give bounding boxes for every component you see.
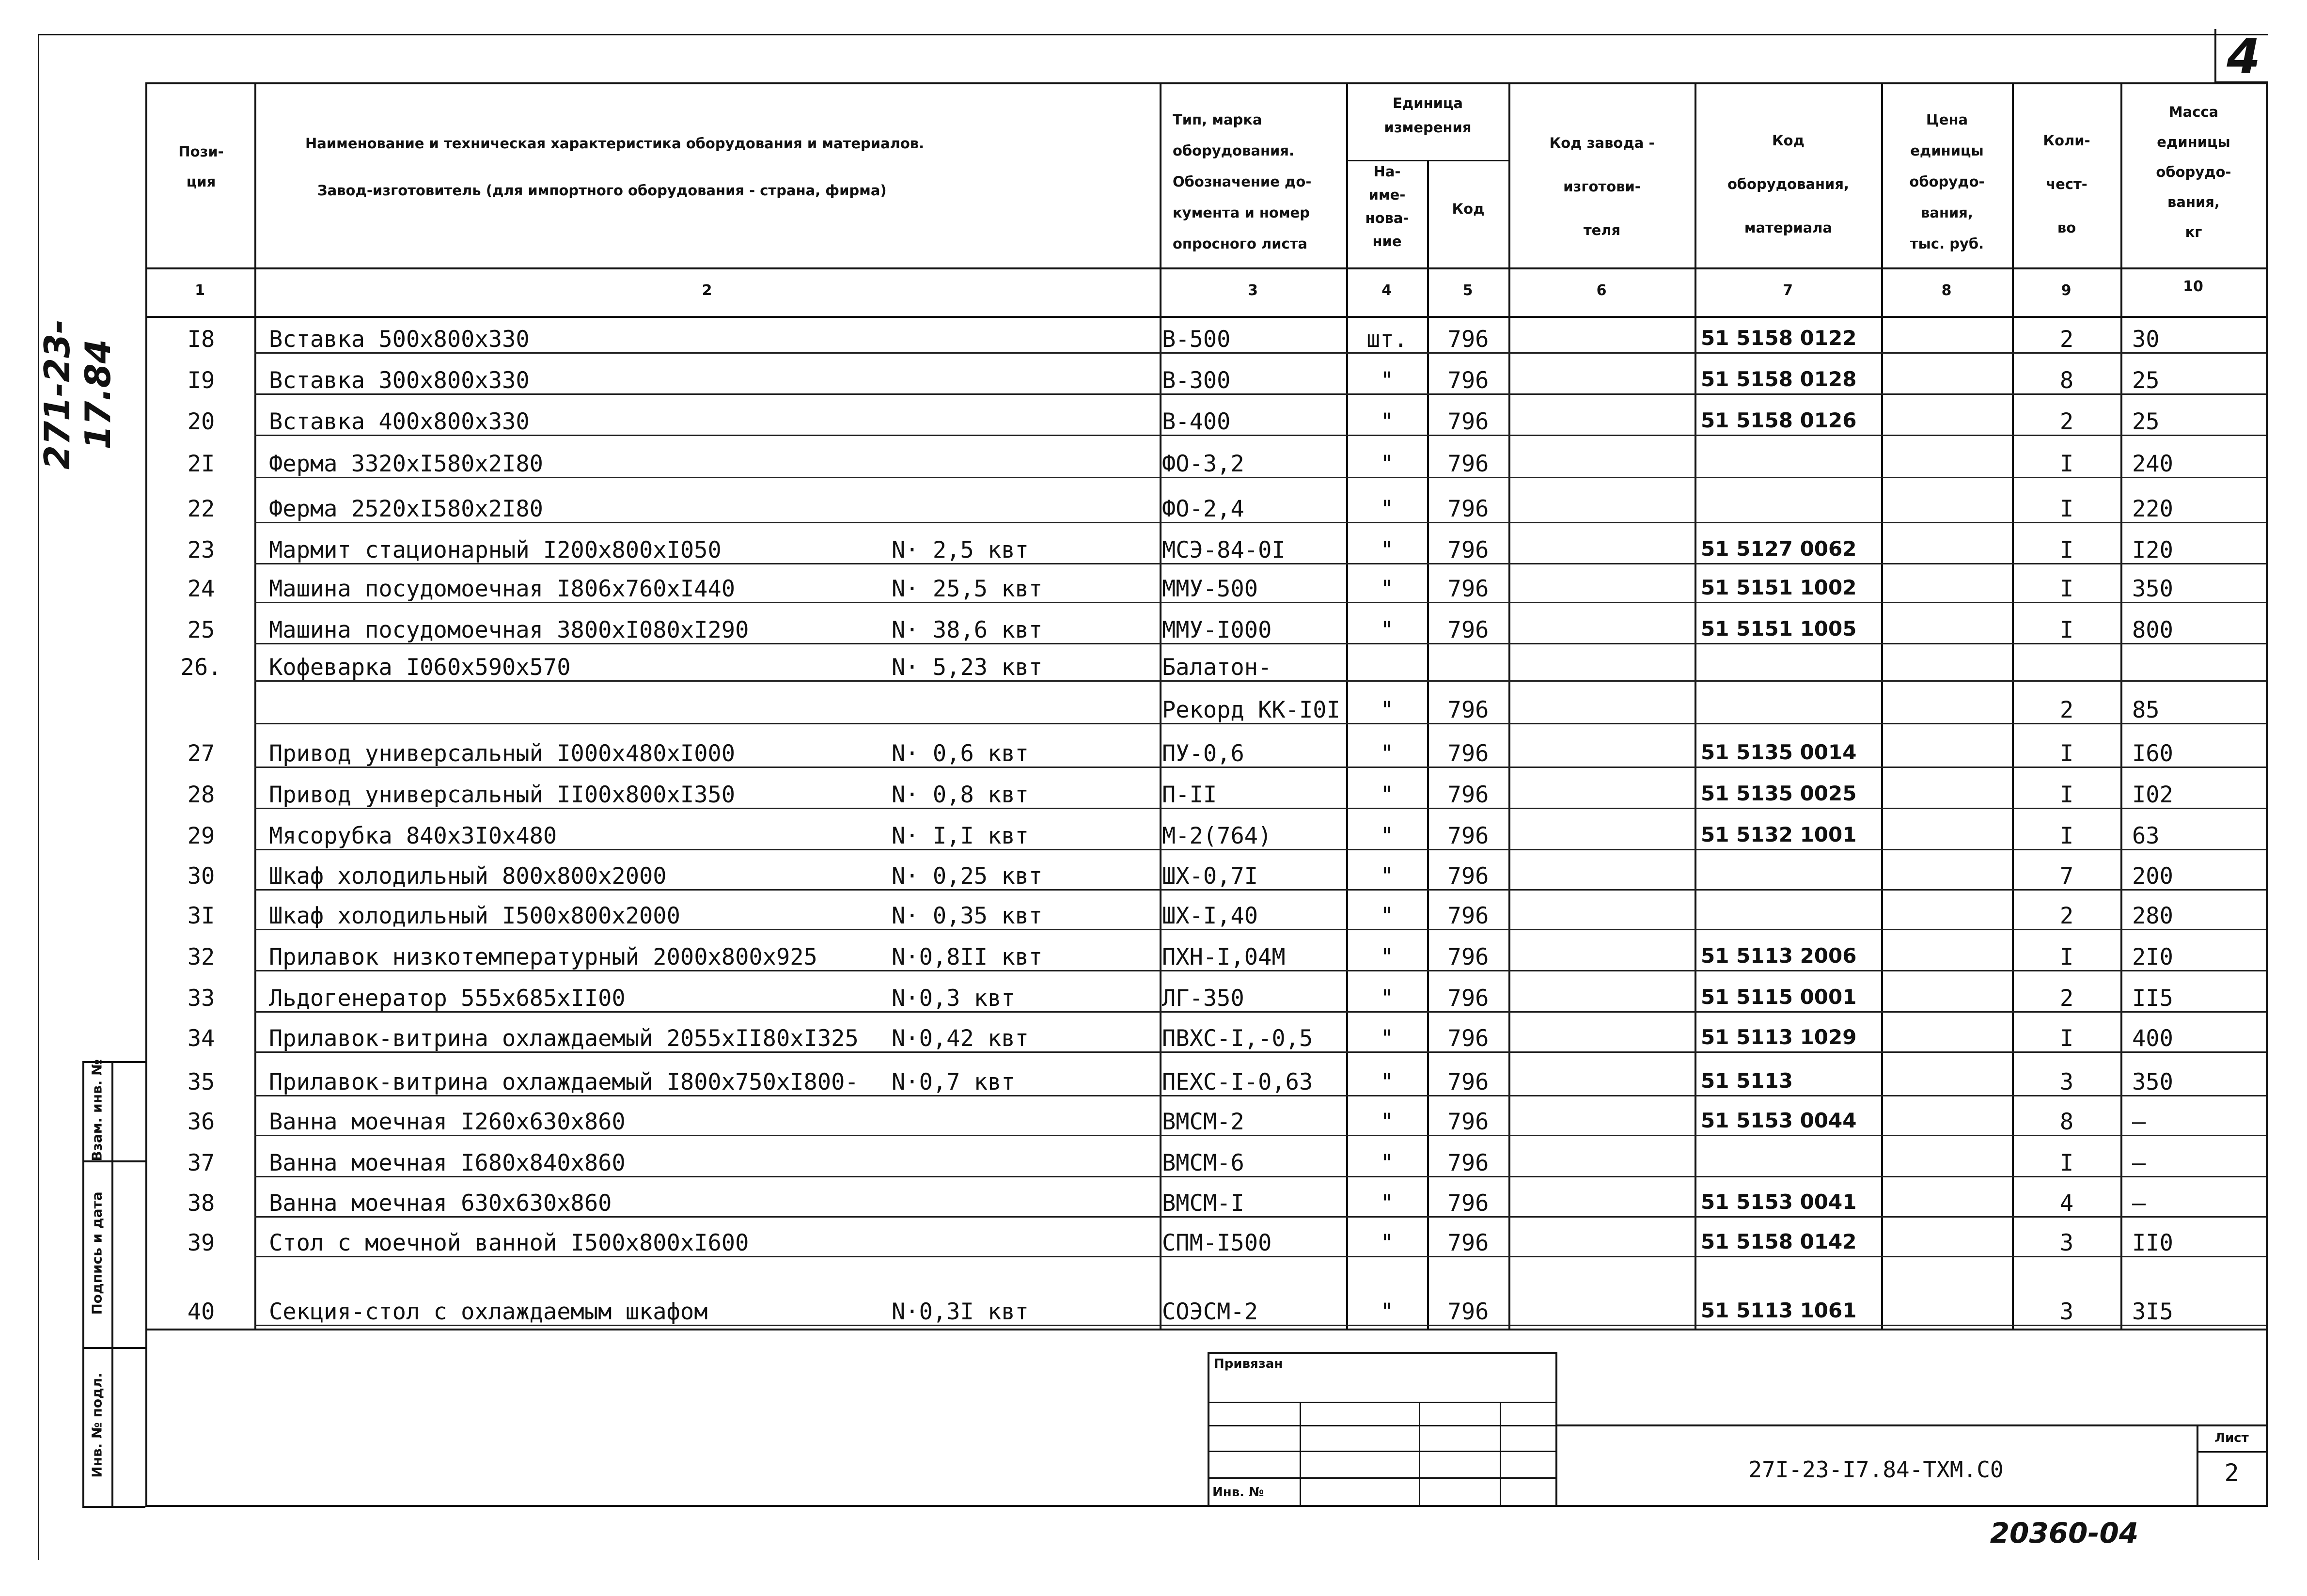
frame-bottom — [145, 1505, 2268, 1507]
mass-cell: II5 — [2132, 985, 2173, 1012]
sheet-corner-number: 4 — [2227, 28, 2260, 85]
qty-cell: I — [2059, 740, 2074, 767]
unit-cell: " — [1380, 1069, 1394, 1095]
unit-cell: " — [1380, 537, 1394, 563]
qty-cell: I — [2059, 944, 2074, 970]
frame-top — [145, 82, 2268, 84]
type-cell: П-II — [1162, 782, 1217, 808]
qty-cell: 2 — [2059, 326, 2074, 353]
equip-code-cell: 51 5158 0122 — [1701, 326, 1857, 350]
unit-code-cell: 796 — [1447, 451, 1489, 477]
col-line-1 — [254, 82, 256, 1329]
row-underline — [254, 435, 2266, 436]
type-cell: ММУ-500 — [1162, 576, 1258, 602]
unit-code-cell: 796 — [1447, 408, 1489, 435]
pos-cell: 2I — [187, 451, 215, 477]
mass-cell: II0 — [2132, 1230, 2173, 1256]
header-unit-name-4: ние — [1372, 233, 1402, 250]
pos-cell: 20 — [187, 408, 215, 435]
equip-code-cell: 51 5127 0062 — [1701, 537, 1857, 561]
header-type-5: опросного листа — [1173, 235, 1308, 252]
mass-cell: 800 — [2132, 617, 2173, 643]
qty-cell: 7 — [2059, 863, 2074, 890]
unit-code-cell: 796 — [1447, 863, 1489, 890]
power-cell: N· 2,5 квт — [892, 537, 1029, 563]
name-cell: Прилавок-витрина охлаждаемый 2055xII80xI325 — [269, 1025, 859, 1052]
unit-cell: " — [1380, 617, 1394, 643]
stamp-replaced-inv: Взам. инв. № — [89, 1059, 105, 1161]
row-underline — [254, 393, 2266, 395]
qty-cell: I — [2059, 496, 2074, 522]
colnum-8: 8 — [1941, 282, 1952, 299]
equip-code-cell: 51 5158 0126 — [1701, 408, 1857, 432]
name-cell: Льдогенератор 555x685xII00 — [269, 985, 626, 1012]
header-pos-2: ция — [186, 173, 216, 190]
type-cell: МСЭ-84-0I — [1162, 537, 1286, 563]
unit-code-cell: 796 — [1447, 985, 1489, 1012]
pos-cell: I8 — [187, 326, 215, 353]
unit-code-cell: 796 — [1447, 1109, 1489, 1135]
mass-cell: I02 — [2132, 782, 2173, 808]
unit-cell: " — [1380, 1230, 1394, 1256]
header-mass-1: Масса — [2168, 104, 2219, 120]
equip-code-cell: 51 5135 0014 — [1701, 740, 1857, 764]
unit-code-cell: 796 — [1447, 576, 1489, 602]
mass-cell: 350 — [2132, 1069, 2173, 1095]
power-cell: N· 5,23 квт — [892, 654, 1043, 681]
unit-cell: " — [1380, 1190, 1394, 1217]
mass-cell: I20 — [2132, 537, 2173, 563]
pos-cell: 39 — [187, 1230, 215, 1256]
equip-code-cell: 51 5135 0025 — [1701, 782, 1857, 805]
unit-code-cell: 796 — [1447, 1069, 1489, 1095]
col-line-7 — [1881, 82, 1883, 1329]
qty-cell: 2 — [2059, 903, 2074, 929]
stamp-original-inv: Инв. № подл. — [89, 1373, 105, 1478]
stamp-signature-date: Подпись и дата — [89, 1191, 105, 1315]
pos-cell: 26. — [180, 654, 222, 681]
header-price-5: тыс. руб. — [1910, 235, 1984, 252]
unit-code-cell: 796 — [1447, 496, 1489, 522]
type-cell: СПМ-I500 — [1162, 1230, 1272, 1256]
header-type-4: кумента и номер — [1173, 204, 1310, 221]
power-cell: N· 0,35 квт — [892, 903, 1043, 929]
corner-box-left — [2214, 29, 2216, 82]
colnum-6: 6 — [1596, 282, 1607, 299]
name-cell: Машина посудомоечная I806x760xI440 — [269, 576, 736, 602]
name-cell: Прилавок низкотемпературный 2000x800x925 — [269, 944, 817, 970]
unit-cell: " — [1380, 697, 1394, 723]
power-cell: N·0,42 квт — [892, 1025, 1029, 1052]
mass-cell: 220 — [2132, 496, 2173, 522]
type-cell: B-400 — [1162, 408, 1231, 435]
mass-cell: 25 — [2132, 408, 2160, 435]
type-cell: ЛГ-350 — [1162, 985, 1244, 1012]
header-unit-code: Код — [1452, 201, 1485, 217]
name-cell: Ферма 3320xI580x2I80 — [269, 451, 543, 477]
unit-code-cell: 796 — [1447, 823, 1489, 849]
pos-cell: 3I — [187, 903, 215, 929]
unit-cell: " — [1380, 496, 1394, 522]
header-type-1: Тип, марка — [1173, 111, 1262, 128]
name-cell: Прилавок-витрина охлаждаемый I800x750xI800- — [269, 1069, 859, 1095]
col-line-5 — [1508, 82, 1510, 1329]
unit-code-cell: 796 — [1447, 1025, 1489, 1052]
mass-cell: – — [2132, 1190, 2146, 1217]
qty-cell: I — [2059, 576, 2074, 602]
row-underline — [254, 522, 2266, 523]
type-cell: ВМСМ-2 — [1162, 1109, 1244, 1135]
header-mass-3: оборудо- — [2156, 164, 2231, 180]
colnum-7: 7 — [1783, 282, 1793, 299]
name-cell: Машина посудомоечная 3800xI080xI290 — [269, 617, 749, 643]
header-equip-3: материала — [1744, 219, 1833, 236]
equip-code-cell: 51 5132 1001 — [1701, 823, 1857, 846]
colnum-9: 9 — [2061, 282, 2072, 299]
name-cell: Привод универсальный I000x480xI000 — [269, 740, 736, 767]
name-cell: Ванна моечная 630x630x860 — [269, 1190, 612, 1217]
name-cell: Привод универсальный II00x800xI350 — [269, 782, 736, 808]
col-line-9 — [2120, 82, 2122, 1329]
header-qty-2: чест- — [2046, 176, 2087, 192]
qty-cell: 3 — [2059, 1299, 2074, 1325]
qty-cell: 3 — [2059, 1069, 2074, 1095]
header-qty-3: во — [2057, 219, 2076, 236]
pos-cell: 30 — [187, 863, 215, 890]
header-price-2: единицы — [1910, 142, 1984, 159]
unit-cell: " — [1380, 903, 1394, 929]
header-price-4: вания, — [1921, 204, 1973, 221]
pos-cell: 32 — [187, 944, 215, 970]
doc-code: 27I-23-I7.84-ТХМ.С0 — [1748, 1456, 2004, 1483]
unit-code-cell: 796 — [1447, 740, 1489, 767]
header-price-1: Цена — [1926, 111, 1968, 128]
mass-cell: 350 — [2132, 576, 2173, 602]
name-cell: Вставка 300x800x330 — [269, 367, 530, 394]
colnum-2: 2 — [702, 282, 712, 299]
side-doc-code: 271-23-17.84 — [37, 319, 118, 470]
qty-cell: I — [2059, 537, 2074, 563]
pos-cell: 37 — [187, 1150, 215, 1176]
equip-code-cell: 51 5151 1005 — [1701, 617, 1857, 641]
linked-label: Привязан — [1214, 1357, 1283, 1371]
qty-cell: 8 — [2059, 367, 2074, 394]
pos-cell: 33 — [187, 985, 215, 1012]
unit-code-cell: 796 — [1447, 367, 1489, 394]
pos-cell: 27 — [187, 740, 215, 767]
colnum-10: 10 — [2183, 278, 2203, 295]
power-cell: N· 25,5 квт — [892, 576, 1043, 602]
header-unit-2: измерения — [1384, 119, 1472, 136]
header-pos-1: Пози- — [178, 143, 224, 160]
power-cell: N·0,3I квт — [892, 1299, 1029, 1325]
name-cell: Шкаф холодильный 800x800x2000 — [269, 863, 667, 890]
header-name-1: Наименование и техническая характеристика оборудования и материалов. — [305, 135, 925, 152]
type-cell: ПХН-I,04М — [1162, 944, 1286, 970]
unit-cell: " — [1380, 740, 1394, 767]
equip-code-cell: 51 5158 0128 — [1701, 367, 1857, 391]
name-cell: Вставка 500x800x330 — [269, 326, 530, 353]
equip-code-cell: 51 5153 0044 — [1701, 1109, 1857, 1132]
qty-cell: I — [2059, 1025, 2074, 1052]
power-cell: N·0,7 квт — [892, 1069, 1015, 1095]
pos-cell: 40 — [187, 1299, 215, 1325]
header-price-3: оборудо- — [1909, 173, 1985, 190]
power-cell: N· 38,6 квт — [892, 617, 1043, 643]
qty-cell: I — [2059, 451, 2074, 477]
equip-code-cell: 51 5158 0142 — [1701, 1230, 1857, 1253]
unit-code-cell: 796 — [1447, 944, 1489, 970]
power-cell: N· I,I квт — [892, 823, 1029, 849]
pos-cell: 24 — [187, 576, 215, 602]
left-binding-line — [38, 34, 39, 1560]
pos-cell: 35 — [187, 1069, 215, 1095]
power-cell: N· 0,8 квт — [892, 782, 1029, 808]
pos-cell: 28 — [187, 782, 215, 808]
qty-cell: 8 — [2059, 1109, 2074, 1135]
type-cell: ПУ-0,6 — [1162, 740, 1244, 767]
qty-cell: 4 — [2059, 1190, 2074, 1217]
unit-code-cell: 796 — [1447, 697, 1489, 723]
colnum-3: 3 — [1248, 282, 1258, 299]
equip-code-cell: 51 5113 1061 — [1701, 1299, 1857, 1322]
header-type-3: Обозначение до- — [1173, 173, 1312, 190]
name-cell: Вставка 400x800x330 — [269, 408, 530, 435]
mass-cell: 25 — [2132, 367, 2160, 394]
power-cell: N· 0,25 квт — [892, 863, 1043, 890]
equip-code-cell: 51 5153 0041 — [1701, 1190, 1857, 1214]
name-cell: Ванна моечная I680x840x860 — [269, 1150, 626, 1176]
type-cell: ШХ-I,40 — [1162, 903, 1258, 929]
unit-cell: " — [1380, 576, 1394, 602]
unit-code-cell: 796 — [1447, 903, 1489, 929]
unit-code-cell: 796 — [1447, 1190, 1489, 1217]
type-cell: Балатон- — [1162, 654, 1272, 681]
header-unit-name-1: На- — [1373, 163, 1401, 180]
row-underline — [254, 477, 2266, 478]
unit-cell: " — [1380, 863, 1394, 890]
name-cell: Мармит стационарный I200x800xI050 — [269, 537, 722, 563]
mass-cell: I60 — [2132, 740, 2173, 767]
footer-code: 20360-04 — [1990, 1517, 2139, 1549]
mass-cell: 85 — [2132, 697, 2160, 723]
unit-cell: " — [1380, 1299, 1394, 1325]
unit-cell: " — [1380, 367, 1394, 394]
unit-code-cell: 796 — [1447, 1150, 1489, 1176]
header-mass-4: вания, — [2167, 194, 2220, 210]
unit-cell: " — [1380, 451, 1394, 477]
pos-cell: 38 — [187, 1190, 215, 1217]
frame-right — [2266, 82, 2268, 1507]
type-cell: М-2(764) — [1162, 823, 1272, 849]
type-cell: ММУ-I000 — [1162, 617, 1272, 643]
qty-cell: 3 — [2059, 1230, 2074, 1256]
qty-cell: 2 — [2059, 985, 2074, 1012]
header-factory-2: изготови- — [1563, 178, 1641, 195]
pos-cell: 29 — [187, 823, 215, 849]
header-unit-name-3: нова- — [1365, 210, 1409, 226]
header-factory-3: теля — [1583, 222, 1621, 238]
colnum-5: 5 — [1462, 282, 1473, 299]
name-cell: Мясорубка 840x3I0x480 — [269, 823, 557, 849]
type-cell: ПВХС-I,-0,5 — [1162, 1025, 1313, 1052]
mass-cell: 200 — [2132, 863, 2173, 890]
type-cell: ВМСМ-6 — [1162, 1150, 1244, 1176]
name-cell: Ферма 2520xI580x2I80 — [269, 496, 543, 522]
power-cell: N· 0,6 квт — [892, 740, 1029, 767]
header-mass-2: единицы — [2157, 134, 2230, 150]
power-cell: N·0,8II квт — [892, 944, 1043, 970]
name-cell: Шкаф холодильный I500x800x2000 — [269, 903, 680, 929]
header-factory-1: Код завода - — [1549, 135, 1655, 151]
name-cell: Секция-стол с охлаждаемым шкафом — [269, 1299, 708, 1325]
mass-cell: 400 — [2132, 1025, 2173, 1052]
power-cell: N·0,3 квт — [892, 985, 1015, 1012]
equip-code-cell: 51 5113 — [1701, 1069, 1793, 1093]
type-cell: ШХ-0,7I — [1162, 863, 1258, 890]
colnum-4: 4 — [1381, 282, 1392, 299]
header-equip-2: оборудования, — [1727, 176, 1850, 192]
equip-code-cell: 51 5113 1029 — [1701, 1025, 1857, 1049]
name-cell: Кофеварка I060x590x570 — [269, 654, 571, 681]
col-line-2 — [1160, 82, 1161, 1329]
mass-cell: 63 — [2132, 823, 2160, 849]
type-cell: СОЭСМ-2 — [1162, 1299, 1258, 1325]
pos-cell: 25 — [187, 617, 215, 643]
pos-cell: I9 — [187, 367, 215, 394]
pos-cell: 23 — [187, 537, 215, 563]
unit-code-cell: 796 — [1447, 1230, 1489, 1256]
name-cell: Ванна моечная I260x630x860 — [269, 1109, 626, 1135]
equip-code-cell: 51 5113 2006 — [1701, 944, 1857, 968]
sheet-label: Лист — [2214, 1431, 2249, 1445]
type-cell: B-300 — [1162, 367, 1231, 394]
header-unit-name-2: име- — [1368, 187, 1406, 203]
unit-code-cell: 796 — [1447, 782, 1489, 808]
mass-cell: – — [2132, 1150, 2146, 1176]
inv-label: Инв. № — [1212, 1485, 1264, 1500]
sheet-number: 2 — [2224, 1459, 2239, 1487]
unit-code-cell: 796 — [1447, 617, 1489, 643]
mass-cell: 2I0 — [2132, 944, 2173, 970]
colnum-bottom-line — [145, 316, 2268, 318]
unit-cell: " — [1380, 944, 1394, 970]
pos-cell: 34 — [187, 1025, 215, 1052]
header-mass-5: кг — [2185, 224, 2202, 240]
qty-cell: I — [2059, 823, 2074, 849]
unit-cell: шт. — [1366, 326, 1408, 353]
header-unit-1: Единица — [1393, 95, 1463, 111]
unit-cell: " — [1380, 1109, 1394, 1135]
unit-code-cell: 796 — [1447, 537, 1489, 563]
mass-cell: 280 — [2132, 903, 2173, 929]
type-cell: B-500 — [1162, 326, 1231, 353]
unit-cell: " — [1380, 985, 1394, 1012]
pos-cell: 36 — [187, 1109, 215, 1135]
type-cell: ФО-3,2 — [1162, 451, 1244, 477]
qty-cell: I — [2059, 617, 2074, 643]
qty-cell: 2 — [2059, 697, 2074, 723]
header-equip-1: Код — [1772, 132, 1805, 149]
unit-code-cell: 796 — [1447, 1299, 1489, 1325]
unit-cell: " — [1380, 823, 1394, 849]
equip-code-cell: 51 5151 1002 — [1701, 576, 1857, 599]
mass-cell: – — [2132, 1109, 2146, 1135]
unit-cell: " — [1380, 1025, 1394, 1052]
header-name-2: Завод-изготовитель (для импортного оборудования - страна, фирма) — [317, 182, 887, 199]
colnum-1: 1 — [195, 282, 205, 299]
mass-cell: 240 — [2132, 451, 2173, 477]
type-cell: ВМСМ-I — [1162, 1190, 1244, 1217]
name-cell: Стол с моечной ванной I500x800xI600 — [269, 1230, 749, 1256]
table-bottom-line — [145, 1329, 2268, 1330]
type-cell: ФО-2,4 — [1162, 496, 1244, 522]
unit-cell: " — [1380, 408, 1394, 435]
pos-cell: 22 — [187, 496, 215, 522]
type-cell: Рекорд КК-I0I — [1162, 697, 1340, 723]
equip-code-cell: 51 5115 0001 — [1701, 985, 1857, 1009]
qty-cell: 2 — [2059, 408, 2074, 435]
unit-code-cell: 796 — [1447, 326, 1489, 353]
qty-cell: I — [2059, 782, 2074, 808]
unit-cell: " — [1380, 782, 1394, 808]
mass-cell: 30 — [2132, 326, 2160, 353]
top-margin-line — [39, 34, 2268, 35]
header-bottom-line — [145, 267, 2268, 269]
qty-cell: I — [2059, 1150, 2074, 1176]
mass-cell: 3I5 — [2132, 1299, 2173, 1325]
row-underline — [254, 352, 2266, 354]
col-line-6 — [1695, 82, 1696, 1329]
header-type-2: оборудования. — [1173, 142, 1295, 159]
type-cell: ПЕХС-I-0,63 — [1162, 1069, 1313, 1095]
unit-cell: " — [1380, 1150, 1394, 1176]
header-qty-1: Коли- — [2043, 132, 2090, 149]
